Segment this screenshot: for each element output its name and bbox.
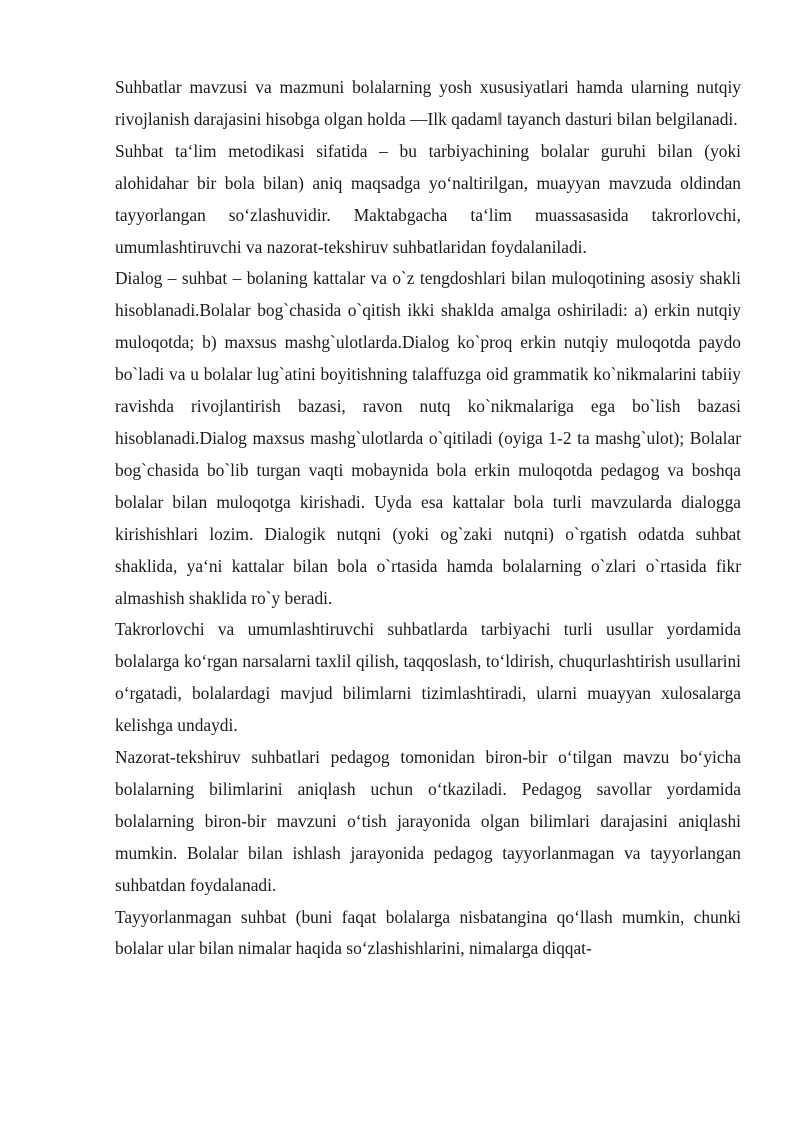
paragraph-repetitive-summarizing: Takrorlovchi va umumlashtiruvchi suhbatlarda tarbiyachi turli usullar yordamida bolalarga ko‘rgan narsalarni taxlil qilish, taqqoslash, to‘ldirish, chuqurlashtirish usullarini o‘rgatadi, bolalardagi mavjud bilimlarni tizimlashtiradi, ularni muayyan xulosalarga kelishga undaydi. <box>115 619 741 736</box>
paragraph-program-topics: Suhbatlar mavzusi va mazmuni bolalarning yosh xususiyatlari hamda ularning nutqiy rivojlanish darajasini hisobga olgan holda ―Ilk qadam‖ tayanch dasturi bilan belgilanadi. <box>115 77 741 129</box>
paragraph-control-check: Nazorat-tekshiruv suhbatlari pedagog tomonidan biron-bir o‘tilgan mavzu bo‘yicha bolalarning bilimlarini aniqlash uchun o‘tkaziladi. Pedagog savollar yordamida bolalarning biron-bir mavzuni o‘tish jarayonida olgan bilimlari darajasini aniqlashi mumkin. Bolalar bilan ishlash jarayonida pedagog tayyorlanmagan va tayyorlangan suhbatdan foydalanadi. <box>115 747 741 895</box>
paragraph-dialog: Dialog – suhbat – bolaning kattalar va o`z tengdoshlari bilan muloqotining asosiy shakli hisoblanadi.Bolalar bog`chasida o`qitish ikki shaklda amalga oshiriladi: a) erkin nutqiy muloqotda; b) maxsus mashg`ulotlarda.Dialog ko`proq erkin nutqiy muloqotda paydo bo`ladi va u bolalar lug`atini boyitishning talaffuzga oid grammatik ko`nikmalarini tabiiy ravishda rivojlantirish bazasi, ravon nutq ko`nikmalariga ega bo`lish bazasi hisoblanadi.Dialog maxsus mashg`ulotlarda o`qitiladi (oyiga 1-2 ta mashg`ulot); Bolalar bog`chasida bo`lib turgan vaqti mobaynida bola erkin muloqotda pedagog va boshqa bolalar bilan muloqotga kirishadi. Uyda esa kattalar bola turli mavzularda dialogga kirishishlari lozim. Dialogik nutqni (yoki og`zaki nutqni) o`rgatish odatda suhbat shaklida, ya‘ni kattalar bilan bola o`rtasida hamda bolalarning o`zlari o`rtasida fikr almashish shaklida ro`y beradi. <box>115 268 741 608</box>
paragraph-unprepared-conversation: Tayyorlanmagan suhbat (buni faqat bolalarga nisbatangina qo‘llash mumkin, chunki bolalar ular bilan nimalar haqida so‘zlashishlarini, nimalarga diqqat- <box>115 906 741 959</box>
paragraph-conversation-definition: Suhbat ta‘lim metodikasi sifatida – bu tarbiyachining bolalar guruhi bilan (yoki alohidahar bir bola bilan) aniq maqsadga yo‘naltirilgan, muayyan mavzuda oldindan tayyorlangan so‘zlashuvidir. Maktabgacha ta‘lim muassasasida takrorlovchi, umumlashtiruvchi va nazorat-tekshiruv suhbatlaridan foydalaniladi. <box>115 140 741 257</box>
document-page <box>115 72 741 965</box>
